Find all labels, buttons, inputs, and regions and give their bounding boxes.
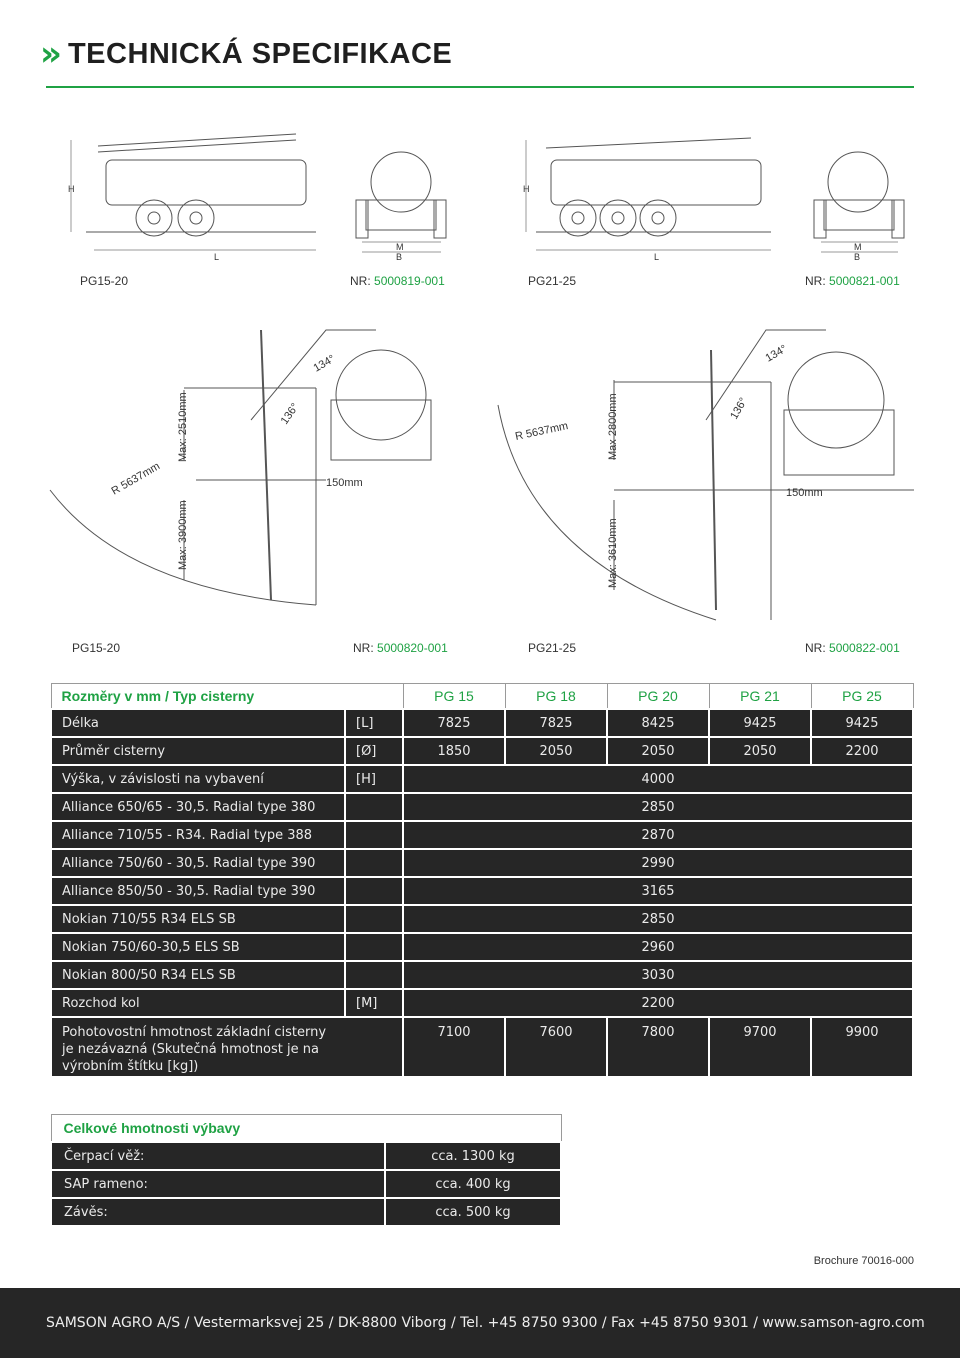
spec-header-col: PG 21 [709, 684, 811, 710]
table-row [51, 905, 913, 933]
row-value: 7600 [505, 1017, 607, 1077]
table-row [51, 961, 913, 989]
equipment-label: Čerpací věž: [51, 1142, 385, 1170]
table-row [51, 737, 913, 765]
row-value: 2960 [403, 933, 913, 961]
row-value: 7100 [403, 1017, 505, 1077]
table-row [51, 821, 913, 849]
header-divider [46, 86, 914, 88]
dim-max-3610: Max: 3610mm [607, 518, 619, 588]
row-value: 9425 [709, 709, 811, 737]
row-value: 2850 [403, 905, 913, 933]
page-title: TECHNICKÁ SPECIFIKACE [67, 37, 453, 70]
table-row [51, 1017, 913, 1077]
dim-b: B [396, 252, 403, 262]
table-row [51, 709, 913, 737]
table-row [51, 1142, 561, 1170]
equipment-header-row [51, 1115, 561, 1143]
dim-m-2: M [854, 242, 862, 252]
dim-max-2510: Max: 2510mm [177, 392, 189, 462]
row-label: Výška, v závislosti na vybavení [51, 765, 345, 793]
brochure-number: Brochure 70016-000 [813, 1255, 914, 1267]
dim-angle-134-2: 134° [763, 342, 790, 365]
spec-header-row [51, 684, 913, 710]
equipment-value: cca. 1300 kg [385, 1142, 561, 1170]
equipment-title: Celkové hmotnosti výbavy [51, 1115, 561, 1143]
side-view-pg21 [523, 138, 771, 262]
row-value: 2200 [403, 989, 913, 1017]
caption-nr-3: NR: 5000820-001 [353, 641, 448, 655]
row-value: 4000 [403, 765, 913, 793]
side-view-pg15 [68, 134, 316, 262]
row-value: 9700 [709, 1017, 811, 1077]
row-label: Rozchod kol [51, 989, 345, 1017]
spec-header-col: PG 25 [811, 684, 913, 710]
equipment-label: Závěs: [51, 1198, 385, 1226]
arm-reach-pg21 [498, 330, 914, 620]
row-value: 7825 [505, 709, 607, 737]
rear-view-pg21 [814, 152, 904, 262]
row-value: 7825 [403, 709, 505, 737]
spec-header-col: PG 18 [505, 684, 607, 710]
footer-contact: SAMSON AGRO A/S / Vestermarksvej 25 / DK-8800 Viborg / Tel. +45 8750 9300 / Fax +45 8750 9301 / www.samson-agro.com [46, 1315, 925, 1331]
row-value: 2870 [403, 821, 913, 849]
table-row [51, 933, 913, 961]
row-value: 9425 [811, 709, 913, 737]
row-unit [345, 961, 403, 989]
equipment-value: cca. 400 kg [385, 1170, 561, 1198]
dim-angle-136: 136° [278, 401, 302, 427]
spec-header-col: PG 20 [607, 684, 709, 710]
row-value: 2200 [811, 737, 913, 765]
equipment-table [50, 1114, 562, 1227]
row-unit [345, 821, 403, 849]
equipment-value: cca. 500 kg [385, 1198, 561, 1226]
row-value: 2050 [607, 737, 709, 765]
double-chevron-icon: » [40, 34, 56, 74]
row-unit: [M] [345, 989, 403, 1017]
row-label: Nokian 710/55 R34 ELS SB [51, 905, 345, 933]
spec-header-label: Rozměry v mm / Typ cisterny [51, 684, 403, 710]
row-unit: [Ø] [345, 737, 403, 765]
row-label: Alliance 750/60 - 30,5. Radial type 390 [51, 849, 345, 877]
dim-150-2: 150mm [786, 487, 823, 499]
table-row [51, 793, 913, 821]
drawings-svg [46, 100, 914, 660]
table-row [51, 849, 913, 877]
row-unit [345, 877, 403, 905]
row-value: 1850 [403, 737, 505, 765]
caption-model-4: PG21-25 [528, 641, 577, 655]
row-unit: [H] [345, 765, 403, 793]
technical-drawings [46, 100, 914, 660]
row-unit: [L] [345, 709, 403, 737]
table-row [51, 877, 913, 905]
dim-h-2: H [523, 184, 530, 194]
table-row [51, 989, 913, 1017]
caption-model-2: PG21-25 [528, 274, 577, 288]
dim-max-3900: Max: 3900mm [177, 500, 189, 570]
row-label: Nokian 800/50 R34 ELS SB [51, 961, 345, 989]
caption-nr-2: NR: 5000821-001 [805, 274, 900, 288]
row-label: Nokian 750/60-30,5 ELS SB [51, 933, 345, 961]
dim-h: H [68, 184, 75, 194]
table-row [51, 1170, 561, 1198]
dim-l-2: L [654, 252, 660, 262]
row-value: 8425 [607, 709, 709, 737]
table-row [51, 1198, 561, 1226]
row-label: Alliance 850/50 - 30,5. Radial type 390 [51, 877, 345, 905]
row-unit [345, 933, 403, 961]
row-value: 9900 [811, 1017, 913, 1077]
row-unit [345, 905, 403, 933]
row-label: Průměr cisterny [51, 737, 345, 765]
dim-m: M [396, 242, 404, 252]
caption-nr-1: NR: 5000819-001 [350, 274, 445, 288]
row-value: 3165 [403, 877, 913, 905]
caption-model-1: PG15-20 [80, 274, 129, 288]
dim-r-5637: R 5637mm [109, 460, 163, 498]
weight-label-line: výrobním štítku [kg]) [62, 1059, 199, 1074]
spec-table [50, 683, 914, 1078]
row-unit [345, 793, 403, 821]
weight-label-line: je nezávazná (Skutečná hmotnost je na [62, 1042, 319, 1057]
caption-model-3: PG15-20 [72, 641, 121, 655]
row-value: 7800 [607, 1017, 709, 1077]
dim-max-2800: Max 2800mm [607, 393, 619, 460]
row-value: 2990 [403, 849, 913, 877]
footer-bar [0, 1288, 960, 1358]
dim-angle-134: 134° [311, 352, 338, 375]
row-label: Délka [51, 709, 345, 737]
dim-angle-136-2: 136° [728, 395, 750, 422]
row-value: 3030 [403, 961, 913, 989]
table-row [51, 765, 913, 793]
row-unit [345, 849, 403, 877]
equipment-label: SAP rameno: [51, 1170, 385, 1198]
row-value: 2050 [709, 737, 811, 765]
page-header [40, 34, 452, 74]
row-value: 2050 [505, 737, 607, 765]
row-value: 2850 [403, 793, 913, 821]
dim-l: L [214, 252, 220, 262]
spec-header-col: PG 15 [403, 684, 505, 710]
row-label: Alliance 710/55 - R34. Radial type 388 [51, 821, 345, 849]
dim-150: 150mm [326, 477, 363, 489]
caption-nr-4: NR: 5000822-001 [805, 641, 900, 655]
weight-label [51, 1017, 403, 1077]
dim-r-5637-2: R 5637mm [514, 420, 570, 443]
weight-label-line: Pohotovostní hmotnost základní cisterny [62, 1025, 327, 1040]
rear-view-pg15 [356, 152, 446, 262]
arm-reach-pg15 [50, 330, 431, 605]
dim-b-2: B [854, 252, 861, 262]
row-label: Alliance 650/65 - 30,5. Radial type 380 [51, 793, 345, 821]
